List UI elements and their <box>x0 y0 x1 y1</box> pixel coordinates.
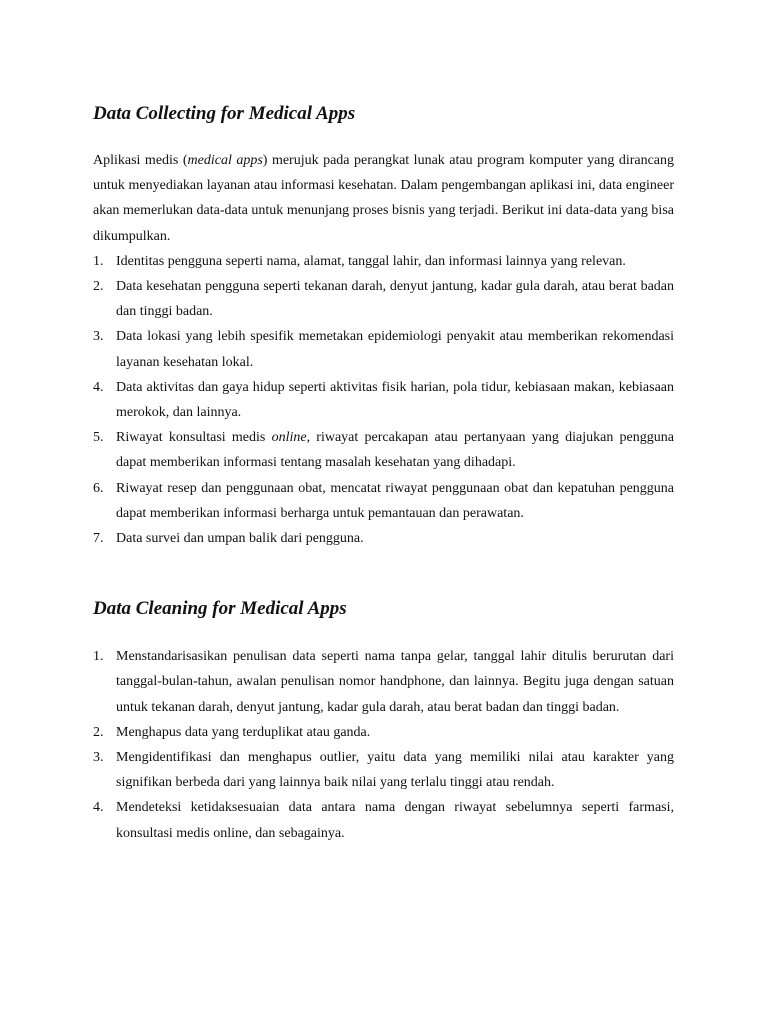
list-item-text: Data aktivitas dan gaya hidup seperti aktivitas fisik harian, pola tidur, kebiasaan makan, kebiasaan merokok, dan lainnya. <box>116 379 674 421</box>
list-item-text-italic: online <box>271 430 307 446</box>
list-item-text: Data lokasi yang lebih spesifik memetakan epidemiologi penyakit atau memberikan rekomendasi layanan kesehatan lokal. <box>116 329 674 370</box>
list-item <box>93 720 674 745</box>
list-item <box>93 476 674 526</box>
list-item <box>93 274 674 324</box>
list-item <box>93 375 674 425</box>
list-item-text: Menstandarisasikan penulisan data seperti nama tanpa gelar, tanggal lahir ditulis berurutan dari tanggal-bulan-tahun, awalan penulisan nomor handphone, dan lainnya. Begitu juga dengan satuan untuk tekanan darah, denyut jantung, kadar gula darah, atau berat badan dan tinggi badan. <box>116 649 674 715</box>
list-item-number: 7. <box>93 531 104 547</box>
list-item <box>93 795 674 845</box>
list-item-number: 3. <box>93 329 104 345</box>
document-page <box>93 100 674 846</box>
list-item-number: 1. <box>93 649 104 665</box>
section-1-intro-paragraph <box>93 148 674 249</box>
list-item <box>93 324 674 374</box>
list-item <box>93 249 674 274</box>
list-item-number: 1. <box>93 253 104 269</box>
list-item <box>93 526 674 551</box>
list-item-number: 4. <box>93 379 104 395</box>
intro-text-after: ) merujuk pada perangkat lunak atau program komputer yang dirancang untuk menyediakan layanan atau informasi kesehatan. Dalam pengembangan aplikasi ini, data engineer akan memerlukan data-data untuk menunjang proses bisnis yang terjadi. Berikut ini data-data yang bisa dikumpulkan. <box>93 153 675 244</box>
list-item-number: 6. <box>93 480 104 496</box>
list-item <box>93 425 674 475</box>
list-item-number: 3. <box>93 750 104 766</box>
list-item-number: 2. <box>93 279 104 295</box>
list-item <box>93 745 674 795</box>
list-item <box>93 644 674 720</box>
list-item-text: Data kesehatan pengguna seperti tekanan darah, denyut jantung, kadar gula darah, atau berat badan dan tinggi badan. <box>116 279 674 320</box>
list-item-text: Data survei dan umpan balik dari pengguna. <box>116 531 364 547</box>
data-cleaning-list <box>93 644 674 846</box>
list-item-number: 5. <box>93 430 104 446</box>
section-1-heading: Data Collecting for Medical Apps <box>93 103 356 124</box>
intro-text-before: Aplikasi medis ( <box>93 153 188 168</box>
list-item-text: Menghapus data yang terduplikat atau ganda. <box>116 724 371 740</box>
data-collecting-list <box>93 249 674 551</box>
list-item-text-after: , riwayat percakapan atau pertanyaan yang diajukan pengguna dapat memberikan informasi tentang masalah kesehatan yang dihadapi. <box>116 430 674 471</box>
list-item-number: 2. <box>93 724 104 740</box>
list-item-number: 4. <box>93 800 104 816</box>
list-item-text-before: Riwayat konsultasi medis <box>116 430 272 446</box>
list-item-text: Mengidentifikasi dan menghapus outlier, yaitu data yang memiliki nilai atau karakter yang signifikan berbeda dari yang lainnya baik nilai yang terlalu tinggi atau rendah. <box>116 750 674 791</box>
intro-text-italic: medical apps <box>187 153 263 168</box>
list-item-text: Mendeteksi ketidaksesuaian data antara nama dengan riwayat sebelumnya seperti farmasi, konsultasi medis online, dan sebagainya. <box>116 800 674 841</box>
list-item-text: Identitas pengguna seperti nama, alamat, tanggal lahir, dan informasi lainnya yang relevan. <box>116 253 626 269</box>
list-item-text: Riwayat resep dan penggunaan obat, mencatat riwayat penggunaan obat dan kepatuhan pengguna dapat memberikan informasi berharga untuk pemantauan dan perawatan. <box>116 480 674 521</box>
section-2-heading: Data Cleaning for Medical Apps <box>93 598 347 620</box>
